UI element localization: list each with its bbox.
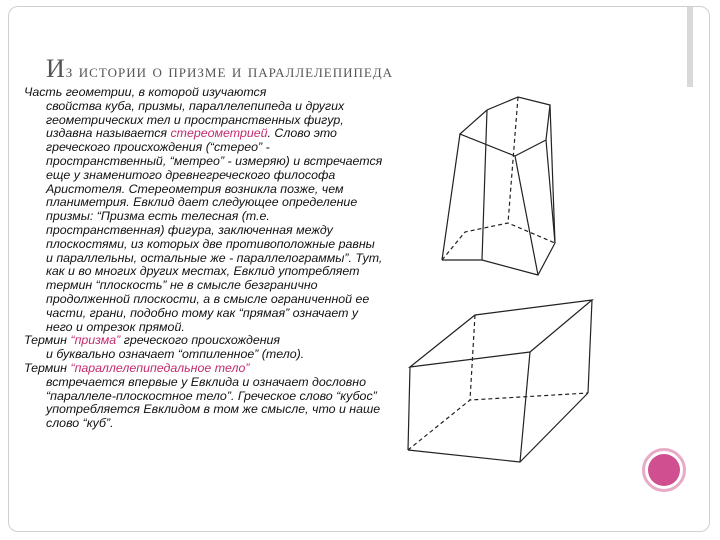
paragraph-3-text: встречается впервые у Евклида и означает дословно “параллеле-плоскостное тело”. Греческое слово “кубос” употребляется Евклидом в том же смысле, что и наше слово “куб”.	[46, 374, 381, 431]
parallelepiped-figure	[408, 300, 592, 462]
paragraph-1-lead: Часть геометрии, в которой изучаются	[24, 85, 267, 99]
paragraph-1-text-a: свойства куба, призмы, параллелепипеда и других геометрических тел и пространственных фигур, издавна называется	[46, 98, 345, 141]
paragraph-2-lead: Термин	[24, 333, 71, 348]
hexagonal-prism-figure	[442, 97, 555, 275]
paragraph-3-lead: Термин	[24, 360, 71, 375]
term-prism: “призма”	[70, 333, 121, 348]
title-rest: з истории о призме и параллелепипеда	[65, 61, 394, 81]
paragraph-2-text-b: и буквально означает “отпиленное” (тело).	[46, 347, 305, 362]
term-stereometry: стереометрией	[170, 126, 268, 141]
decorative-dot	[648, 454, 680, 486]
paragraph-2-text-a: греческого происхождения	[120, 333, 281, 348]
term-parallelepiped: “параллелепипедальное тело”	[70, 360, 250, 375]
paragraph-1-text-b: . Слово это греческого происхождения (“стерео” - пространственный, “метрео” - измеряю) и встречается еще у знаменитого древнегреческого философа Аристотеля. Стереометрия возникла позже, чем планиметрия. Евклид дает следующее определение призмы: “Призма есть телесная (т.е. пространственная) фигура, заключенная между плоскостями, из которых две противоположные равны и параллельны, остальные же - параллелограммы”. Тут, как и во многих других местах, Евклид употребляет термин “плоскость” не в смысле безгранично продолженной плоскости, а в смысле ограниченной ее части, грани, подобно тому как “прямая” означает у него и отрезок прямой.	[46, 126, 383, 334]
title-initial: И	[46, 54, 66, 83]
